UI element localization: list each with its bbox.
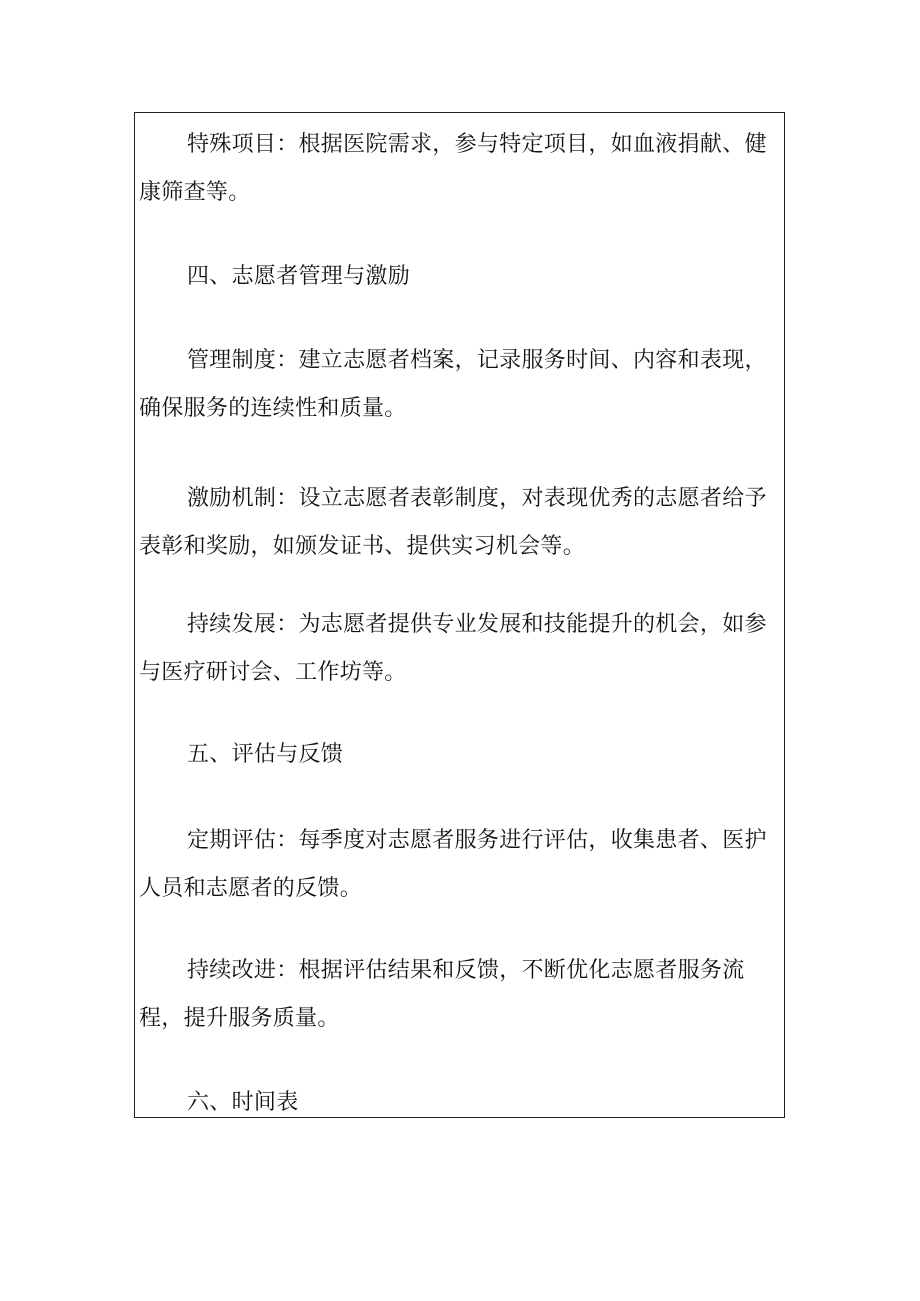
- paragraph-continuous-improvement: 持续改进：根据评估结果和反馈，不断优化志愿者服务流程，提升服务质量。: [139, 958, 745, 1031]
- paragraph-management-system: 管理制度：建立志愿者档案，记录服务时间、内容和表现，确保服务的连续性和质量。: [139, 348, 767, 421]
- paragraph-regular-evaluation: 定期评估：每季度对志愿者服务进行评估，收集患者、医护人员和志愿者的反馈。: [139, 828, 767, 901]
- paragraph-incentive-mechanism: 激励机制：设立志愿者表彰制度，对表现优秀的志愿者给予表彰和奖励，如颁发证书、提供实习机会等。: [139, 486, 767, 559]
- section-heading-timeline: 六、时间表: [187, 1090, 299, 1115]
- section-heading-management: 四、志愿者管理与激励: [187, 264, 411, 289]
- paragraph-special-projects: 特殊项目：根据医院需求，参与特定项目，如血液捐献、健康筛查等。: [139, 132, 767, 205]
- paragraph-continuous-development: 持续发展：为志愿者提供专业发展和技能提升的机会，如参与医疗研讨会、工作坊等。: [139, 612, 767, 685]
- content-frame: [134, 112, 785, 1118]
- section-heading-evaluation: 五、评估与反馈: [187, 742, 344, 767]
